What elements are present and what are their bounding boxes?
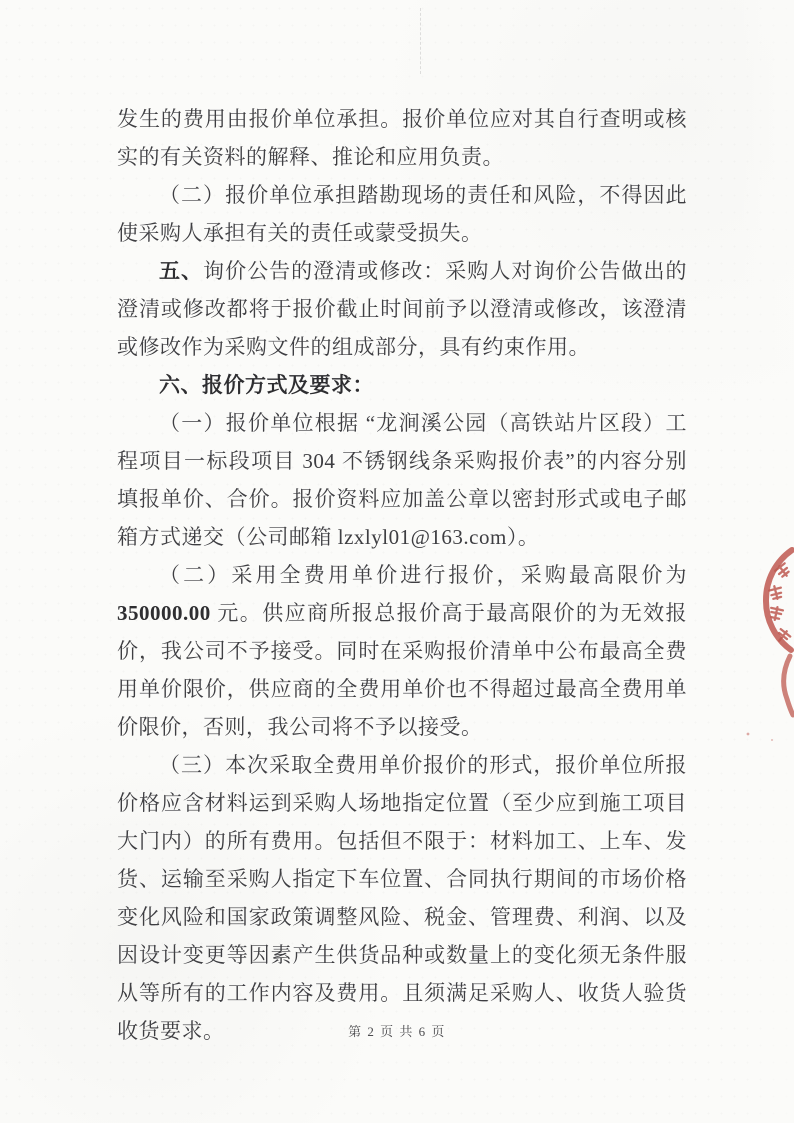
paragraph [117,366,687,404]
scan-crease-artifact [420,8,421,74]
body-text: （三）本次采取全费用单价报价的形式，报价单位所报价格应含材料运到采购人场地指定位置（至少应到施工项目大门内）的所有费用。包括但不限于：材料加工、上车、发货、运输至采购人指定下车位置、合同执行期间的市场价格变化风险和国家政策调整风险、税金、管理费、利润、以及因设计变更等因素产生供货品种或数量上的变化须无条件服从等所有的工作内容及费用。且须满足采购人、收货人验货收货要求。 [117,753,687,1043]
body-text: 元。供应商所报总报价高于最高限价的为无效报价，我公司不予接受。同时在采购报价清单中公布最高全费用单价限价，供应商的全费用单价也不得超过最高全费用单价限价，否则，我公司将不予以接受。 [117,601,687,739]
page-number: 第 2 页 共 6 页 [348,1024,446,1039]
emphasis-text: 六、报价方式及要求： [159,373,374,397]
document-body [117,100,687,1050]
paragraph [117,746,687,1050]
body-text: （二）报价单位承担踏勘现场的责任和风险，不得因此使采购人承担有关的责任或蒙受损失。 [117,183,687,245]
paragraph [117,404,687,556]
paragraph [117,176,687,252]
paragraph [117,100,687,176]
body-text: （一）报价单位根据 “龙涧溪公园（高铁站片区段）工程项目一标段项目 304 不锈钢线条采购报价表”的内容分别填报单价、合价。报价资料应加盖公章以密封形式或电子邮箱方式递交（公司邮箱 lzxlyl01@163.com）。 [117,411,687,549]
paragraph [117,556,687,746]
paragraph [117,252,687,366]
body-text: （二）采用全费用单价进行报价，采购最高限价为 [159,563,687,587]
emphasis-text: 350000.00 [117,601,211,625]
body-text: 发生的费用由报价单位承担。报价单位应对其自行查明或核实的有关资料的解释、推论和应用负责。 [117,107,687,169]
body-text: 询价公告的澄清或修改：采购人对询价公告做出的澄清或修改都将于报价截止时间前予以澄清或修改，该澄清或修改作为采购文件的组成部分，具有约束作用。 [117,259,688,359]
official-seal-stamp-icon [730,538,794,748]
emphasis-text: 五、 [159,259,204,283]
